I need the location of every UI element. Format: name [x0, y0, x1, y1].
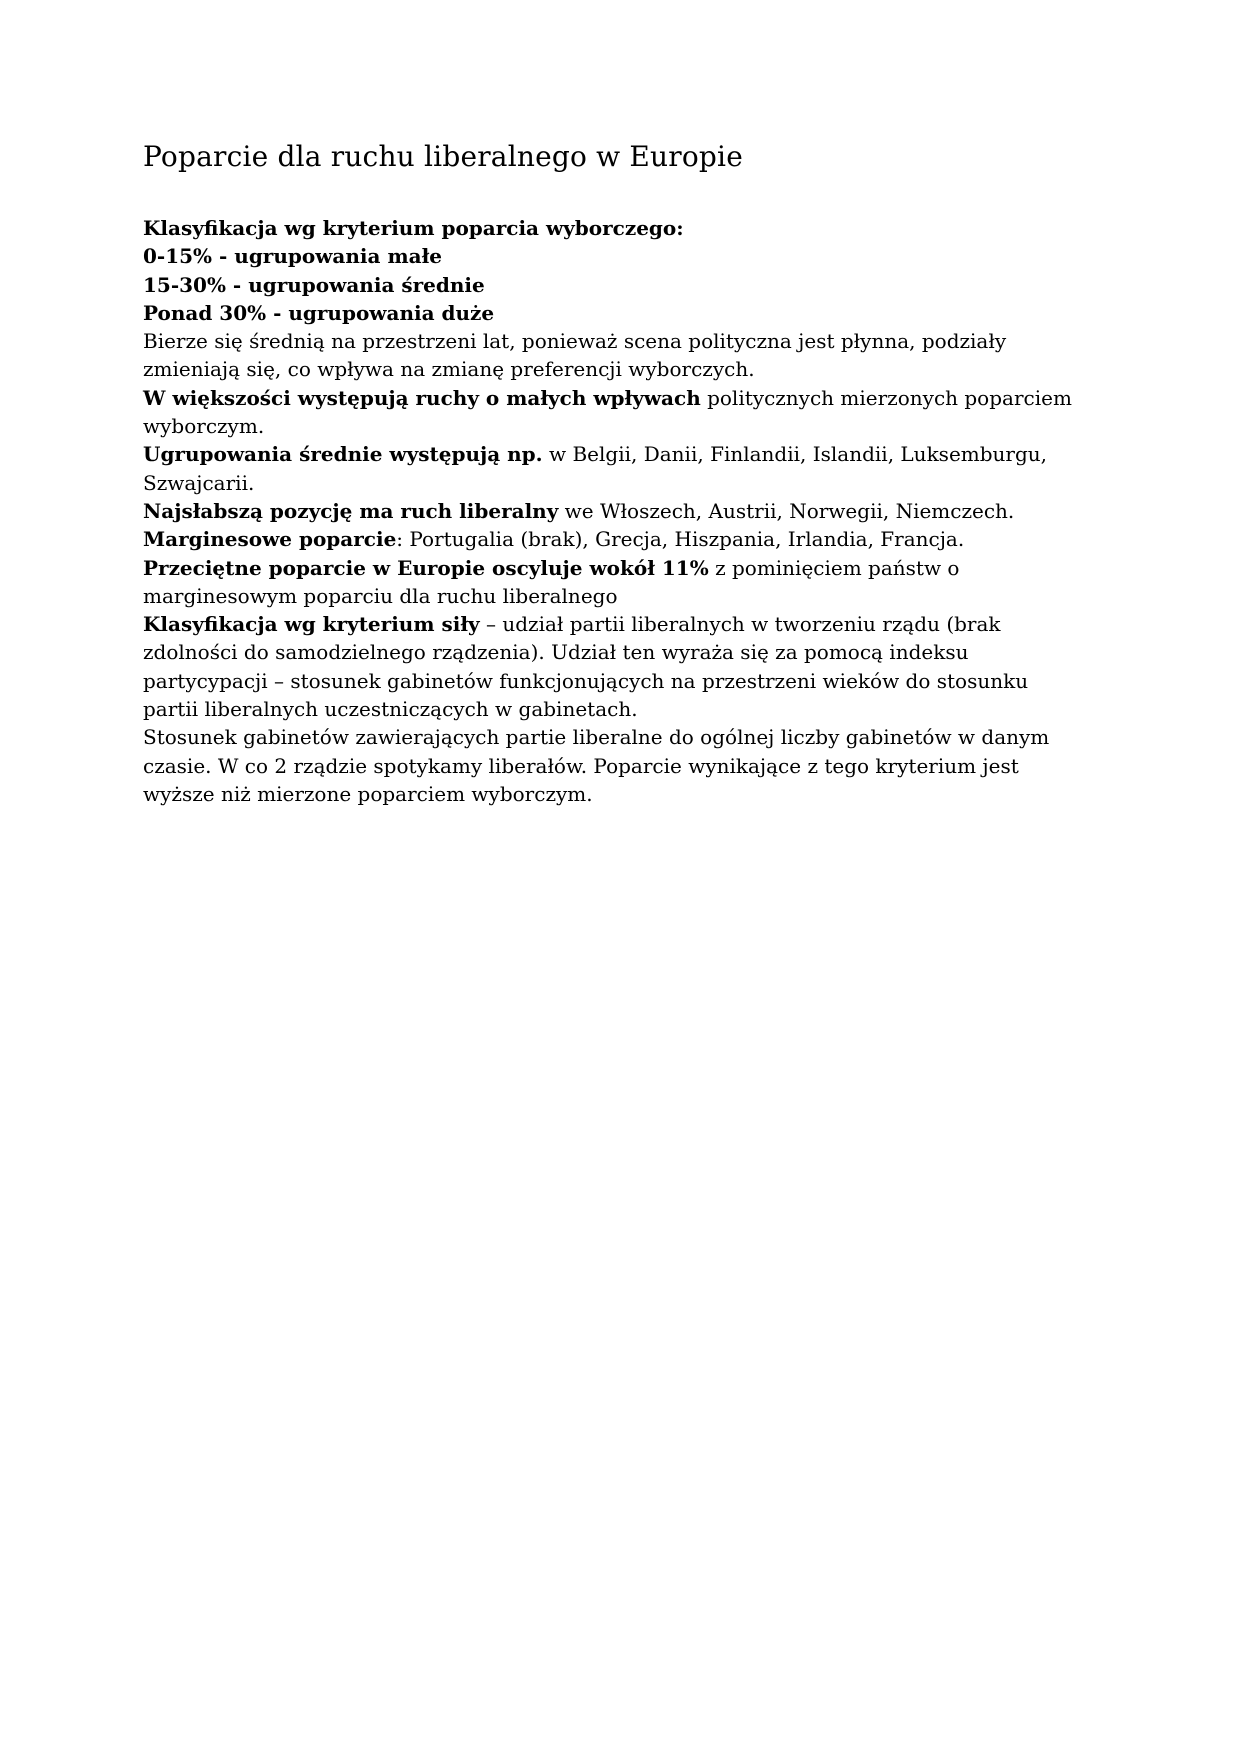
text-segment-bold: Przeciętne poparcie w Europie oscyluje wokół 11%	[143, 555, 709, 580]
text-segment-bold: Najsłabszą pozycję ma ruch liberalny	[143, 498, 559, 523]
text-segment-bold: 0-15% - ugrupowania małe	[143, 244, 442, 269]
paragraph	[143, 327, 1083, 384]
text-segment-bold: Marginesowe poparcie	[143, 527, 397, 552]
paragraph	[143, 723, 1083, 808]
paragraph	[143, 271, 1083, 299]
text-segment: – udział partii liberalnych w tworzeniu rządu (brak zdolności do samodzielnego rządzenia). Udział ten wyraża się za pomocą indeksu partycypacji – stosunek gabinetów funkcjonujących na przestrzeni wieków do stosunku partii liberalnych uczestniczących w gabinetach.	[143, 612, 1029, 722]
page-title: Poparcie dla ruchu liberalnego w Europie	[143, 140, 743, 173]
paragraph	[143, 610, 1083, 723]
paragraph	[143, 242, 1083, 270]
paragraph	[143, 554, 1083, 611]
text-segment: we Włoszech, Austrii, Norwegii, Niemczech.	[558, 498, 1015, 523]
text-segment-bold: Klasyfikacja wg kryterium poparcia wyborczego:	[143, 216, 684, 240]
text-segment: politycznych mierzonych poparciem wyborczym.	[143, 385, 1072, 439]
paragraph	[143, 299, 1083, 327]
text-segment: w Belgii, Danii, Finlandii, Islandii, Luksemburgu, Szwajcarii.	[143, 442, 1048, 495]
text-segment: z pominięciem państw o marginesowym poparciu dla ruchu liberalnego	[143, 555, 960, 608]
text-segment-bold: Ponad 30% - ugrupowania duże	[143, 300, 495, 325]
text-segment-bold: Klasyfikacja wg kryterium siły	[143, 612, 480, 637]
paragraph	[143, 384, 1083, 441]
text-segment: : Portugalia (brak), Grecja, Hiszpania, Irlandia, Francja.	[396, 527, 965, 552]
paragraph	[143, 525, 1083, 553]
text-segment-bold: Ugrupowania średnie występują np.	[143, 442, 543, 467]
text-segment-bold: W większości występują ruchy o małych wpływach	[143, 385, 701, 410]
text-segment: Stosunek gabinetów zawierających partie liberalne do ogólnej liczby gabinetów w danym czasie. W co 2 rządzie spotykamy liberałów. Poparcie wynikające z tego kryterium jest wyższe niż mierzone poparciem wyborczym.	[143, 725, 1050, 806]
paragraph	[143, 214, 1083, 242]
paragraph	[143, 497, 1083, 525]
paragraph	[143, 440, 1083, 497]
document-body	[143, 214, 1083, 808]
text-segment: Bierze się średnią na przestrzeni lat, ponieważ scena polityczna jest płynna, podziały zmieniają się, co wpływa na zmianę preferencji wyborczych.	[143, 329, 1007, 382]
text-segment-bold: 15-30% - ugrupowania średnie	[143, 272, 485, 297]
